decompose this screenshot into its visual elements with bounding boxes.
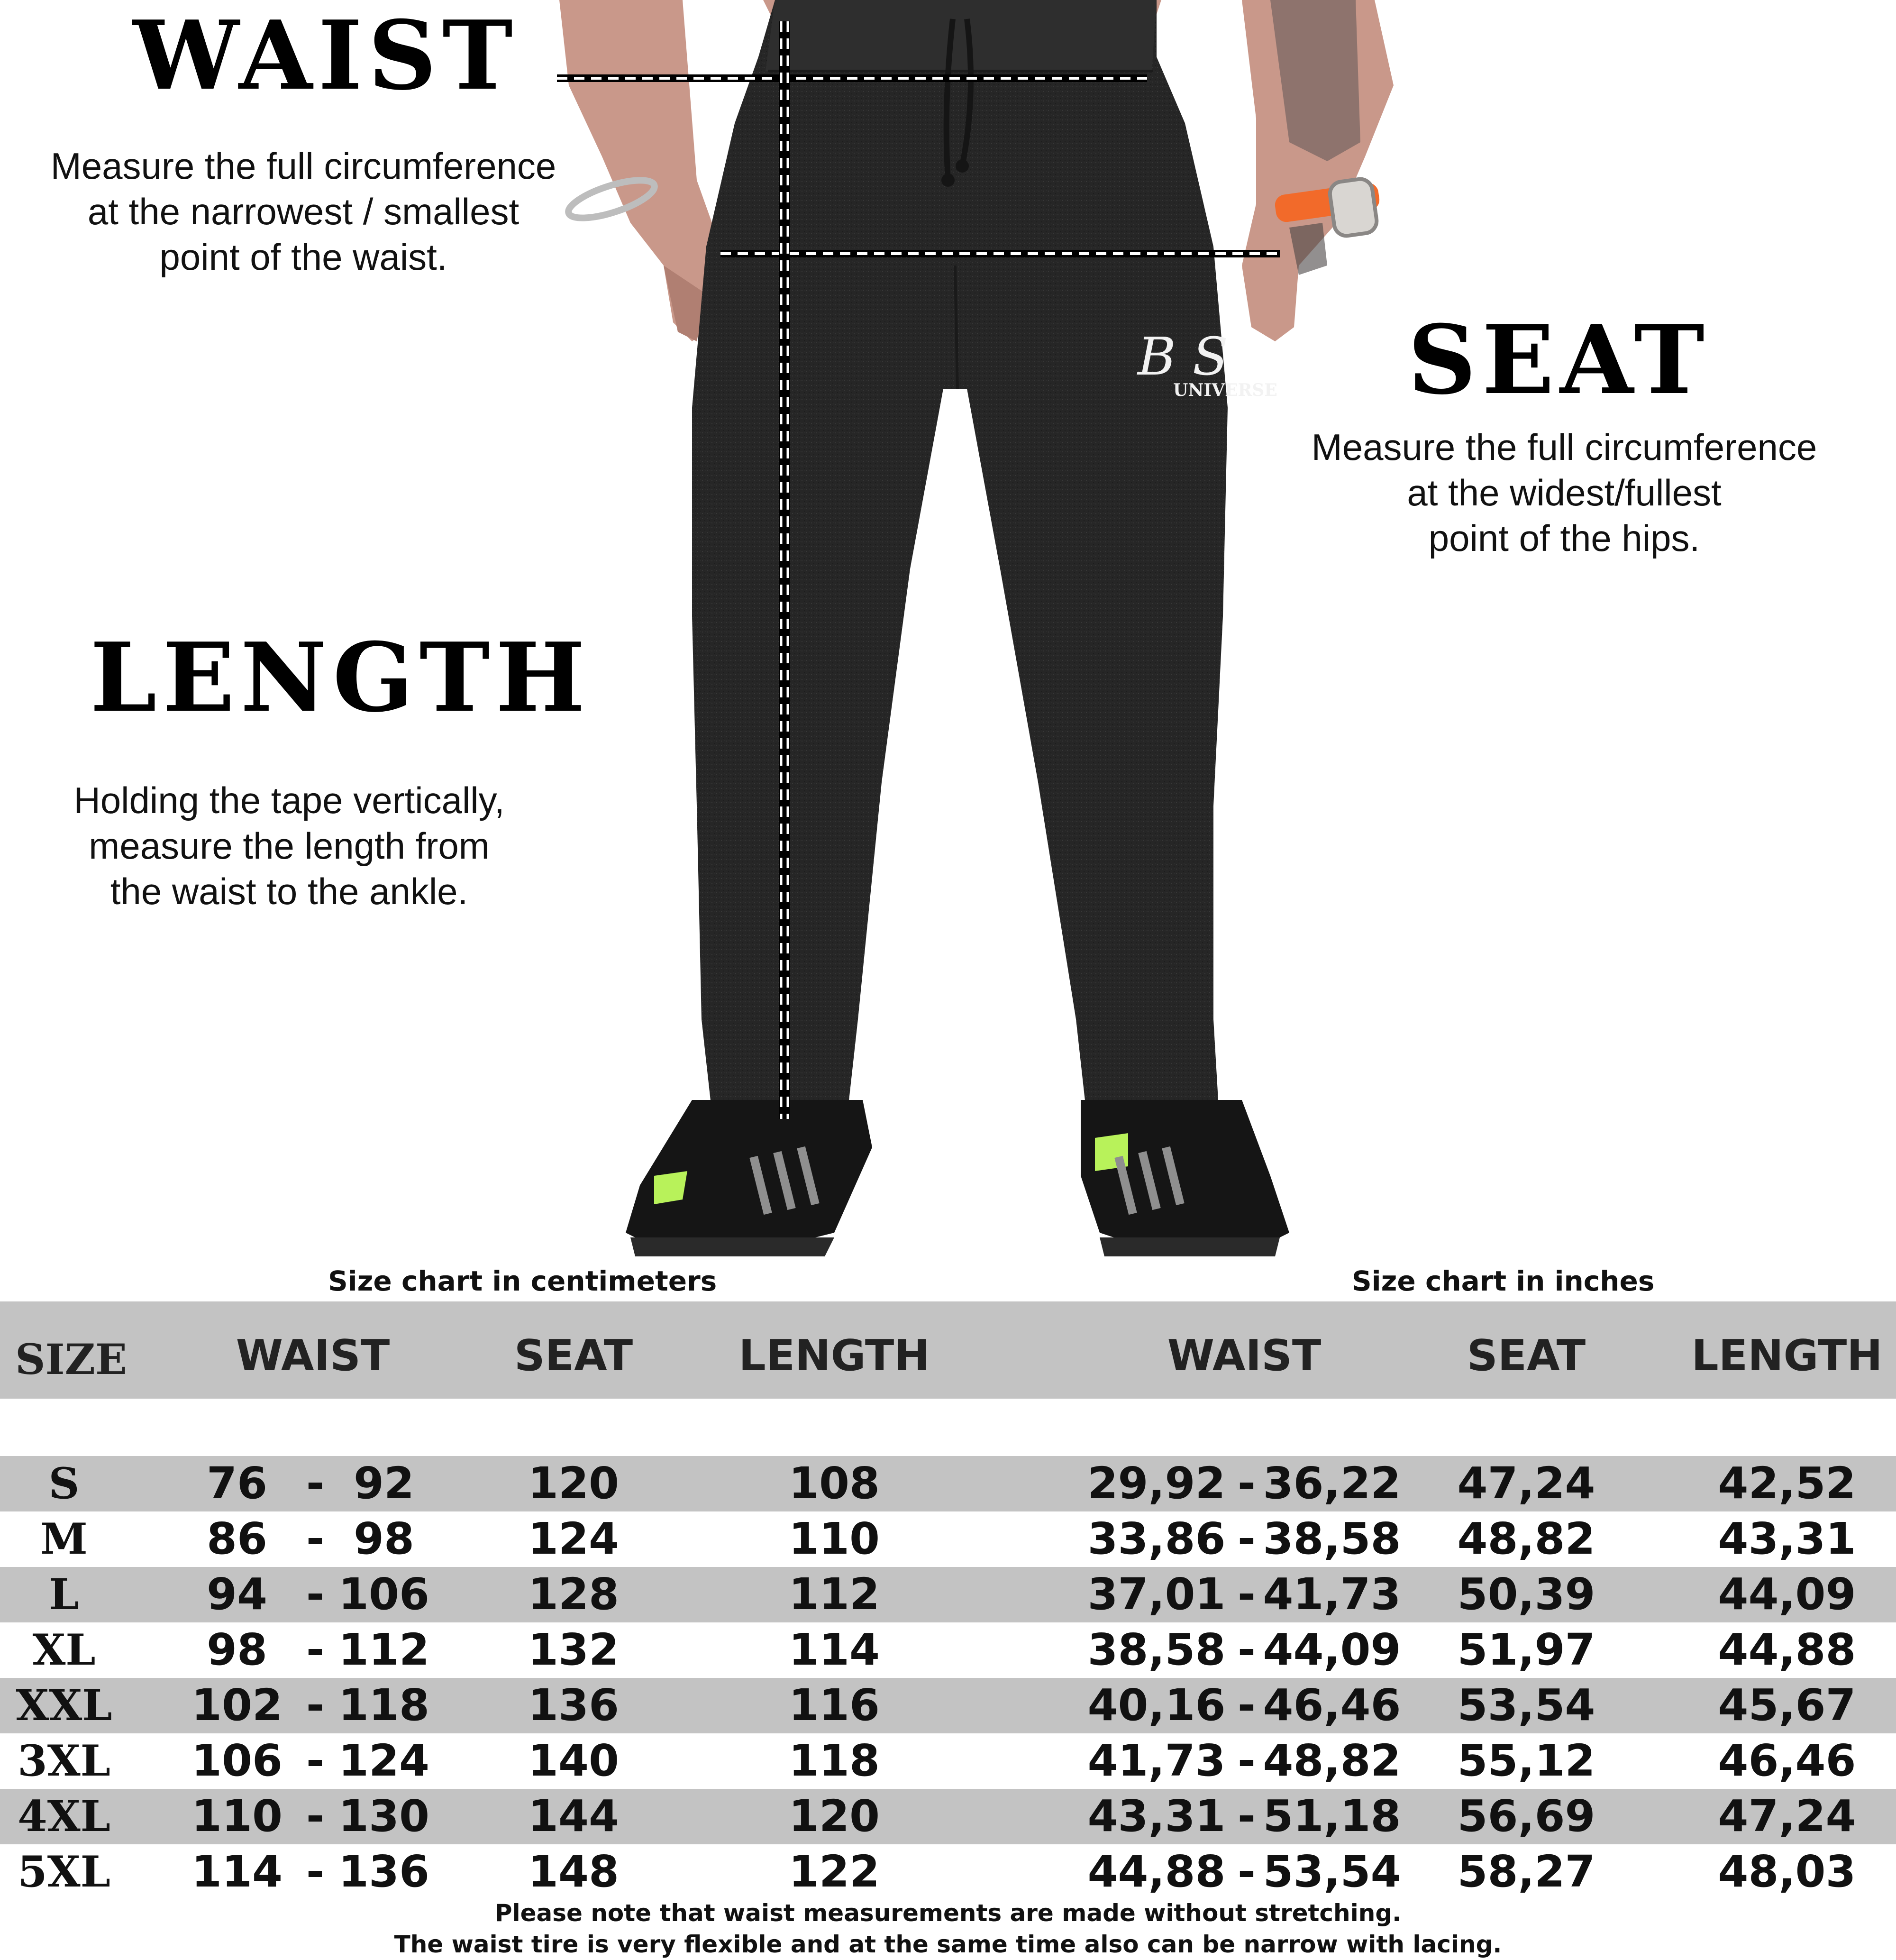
in-length-cell: 42,52 (1718, 1458, 1856, 1509)
header-cm-length: LENGTH (738, 1331, 930, 1381)
cm-length-cell: 122 (788, 1846, 880, 1897)
header-cm-seat: SEAT (514, 1331, 633, 1381)
table-row (0, 1678, 1896, 1733)
cm-waist-max-cell: 124 (338, 1735, 430, 1786)
brand-logo-sub: UNIVERSE (1173, 380, 1277, 400)
cm-length-cell: 114 (788, 1624, 880, 1675)
in-waist-max-cell: 46,46 (1263, 1680, 1401, 1731)
in-seat-cell: 47,24 (1457, 1458, 1595, 1509)
length-heading: LENGTH (90, 622, 591, 733)
left-shoe-accent (654, 1171, 687, 1204)
size-cell: L (49, 1569, 79, 1620)
in-seat-cell: 51,97 (1457, 1624, 1595, 1675)
length-desc-line: Holding the tape vertically, (73, 779, 505, 821)
cm-seat-cell: 140 (528, 1735, 620, 1786)
in-waist-min-cell: 41,73 (1087, 1735, 1226, 1786)
size-cell: S (48, 1458, 80, 1509)
cm-length-cell: 112 (788, 1569, 880, 1620)
cm-length-cell: 118 (788, 1735, 880, 1786)
in-length-cell: 43,31 (1718, 1513, 1856, 1564)
in-range-separator: - (1237, 1846, 1256, 1897)
in-waist-min-cell: 33,86 (1087, 1513, 1226, 1564)
in-seat-cell: 48,82 (1457, 1513, 1595, 1564)
length-desc-line: measure the length from (89, 825, 490, 867)
in-waist-max-cell: 48,82 (1263, 1735, 1401, 1786)
seat-desc-line: at the widest/fullest (1407, 472, 1722, 513)
cm-waist-min-cell: 114 (191, 1846, 283, 1897)
cm-length-cell: 120 (788, 1791, 880, 1841)
caption-centimeters: Size chart in centimeters (328, 1265, 717, 1297)
in-range-separator: - (1237, 1680, 1256, 1731)
waist-desc-line: point of the waist. (159, 236, 447, 278)
cm-seat-cell: 128 (528, 1569, 620, 1620)
in-waist-min-cell: 37,01 (1087, 1569, 1226, 1620)
table-row (0, 1733, 1896, 1789)
in-range-separator: - (1237, 1569, 1256, 1620)
size-cell: M (40, 1514, 88, 1564)
in-length-cell: 46,46 (1718, 1735, 1856, 1786)
table-row (0, 1844, 1896, 1900)
table-header (0, 1301, 1896, 1399)
note-stretching: Please note that waist measurements are made without stretching. (494, 1899, 1402, 1927)
cm-seat-cell: 132 (528, 1624, 620, 1675)
table-row (0, 1456, 1896, 1511)
cm-waist-min-cell: 102 (191, 1680, 283, 1731)
cm-seat-cell: 124 (528, 1513, 620, 1564)
cm-seat-cell: 120 (528, 1458, 620, 1509)
table-row (0, 1622, 1896, 1678)
table-row (0, 1511, 1896, 1567)
size-cell: XL (32, 1625, 96, 1675)
note-lacing: The waist tire is very flexible and at the same time also can be narrow with lacing. (394, 1931, 1502, 1958)
seat-description (1270, 424, 1858, 561)
header-size: SIZE (15, 1335, 128, 1384)
in-range-separator: - (1237, 1735, 1256, 1786)
cm-range-separator: - (306, 1513, 325, 1564)
waistband (766, 0, 1157, 71)
length-desc-line: the waist to the ankle. (110, 870, 468, 912)
in-seat-cell: 58,27 (1457, 1846, 1595, 1897)
in-waist-max-cell: 38,58 (1263, 1513, 1401, 1564)
in-range-separator: - (1237, 1513, 1256, 1564)
cm-waist-min-cell: 86 (206, 1513, 268, 1564)
size-cell: 3XL (18, 1736, 110, 1786)
in-waist-max-cell: 41,73 (1263, 1569, 1401, 1620)
in-waist-min-cell: 40,16 (1087, 1680, 1226, 1731)
cm-range-separator: - (306, 1680, 325, 1731)
table-row (0, 1567, 1896, 1622)
cm-waist-max-cell: 112 (338, 1624, 430, 1675)
in-seat-cell: 55,12 (1457, 1735, 1595, 1786)
in-length-cell: 48,03 (1718, 1846, 1856, 1897)
cm-range-separator: - (306, 1624, 325, 1675)
cm-waist-max-cell: 106 (338, 1569, 430, 1620)
cm-seat-cell: 144 (528, 1791, 620, 1841)
waist-desc-line: at the narrowest / smallest (87, 191, 520, 232)
in-length-cell: 44,88 (1718, 1624, 1856, 1675)
in-range-separator: - (1237, 1791, 1256, 1841)
cm-range-separator: - (306, 1458, 325, 1509)
header-in-waist: WAIST (1167, 1331, 1322, 1381)
header-cm-waist: WAIST (236, 1331, 390, 1381)
in-waist-min-cell: 29,92 (1087, 1458, 1226, 1509)
header-in-length: LENGTH (1691, 1331, 1883, 1381)
waist-desc-line: Measure the full circumference (50, 145, 556, 187)
brand-logo: B S (1138, 326, 1229, 387)
in-range-separator: - (1237, 1458, 1256, 1509)
in-seat-cell: 56,69 (1457, 1791, 1595, 1841)
in-waist-min-cell: 44,88 (1087, 1846, 1226, 1897)
seat-desc-line: point of the hips. (1428, 517, 1700, 559)
cm-waist-min-cell: 110 (191, 1791, 283, 1841)
in-waist-max-cell: 44,09 (1263, 1624, 1401, 1675)
cm-length-cell: 108 (788, 1458, 880, 1509)
in-seat-cell: 53,54 (1457, 1680, 1595, 1731)
in-waist-min-cell: 38,58 (1087, 1624, 1226, 1675)
cm-waist-max-cell: 118 (338, 1680, 430, 1731)
cm-seat-cell: 148 (528, 1846, 620, 1897)
in-range-separator: - (1237, 1624, 1256, 1675)
cm-waist-max-cell: 130 (338, 1791, 430, 1841)
in-waist-min-cell: 43,31 (1087, 1791, 1226, 1841)
table-row (0, 1789, 1896, 1844)
cm-length-cell: 110 (788, 1513, 880, 1564)
cm-waist-max-cell: 136 (338, 1846, 430, 1897)
cm-waist-max-cell: 92 (353, 1458, 415, 1509)
size-cell: 4XL (18, 1791, 110, 1841)
in-waist-max-cell: 36,22 (1263, 1458, 1401, 1509)
cm-waist-min-cell: 98 (206, 1624, 268, 1675)
cm-waist-min-cell: 94 (206, 1569, 268, 1620)
length-description (19, 778, 559, 914)
size-cell: XXL (16, 1680, 112, 1731)
caption-inches: Size chart in inches (1352, 1265, 1655, 1297)
cm-length-cell: 116 (788, 1680, 880, 1731)
right-shoe (1081, 1100, 1289, 1252)
in-length-cell: 47,24 (1718, 1791, 1856, 1841)
in-waist-max-cell: 53,54 (1263, 1846, 1401, 1897)
in-seat-cell: 50,39 (1457, 1569, 1595, 1620)
cm-seat-cell: 136 (528, 1680, 620, 1731)
cm-waist-min-cell: 106 (191, 1735, 283, 1786)
header-in-seat: SEAT (1467, 1331, 1586, 1381)
waist-heading: WAIST (133, 0, 519, 111)
cm-range-separator: - (306, 1846, 325, 1897)
cm-range-separator: - (306, 1791, 325, 1841)
cm-range-separator: - (306, 1569, 325, 1620)
seat-desc-line: Measure the full circumference (1311, 426, 1817, 468)
waist-description (9, 143, 597, 280)
length-measure-line (781, 21, 788, 1119)
in-length-cell: 44,09 (1718, 1569, 1856, 1620)
in-waist-max-cell: 51,18 (1263, 1791, 1401, 1841)
size-cell: 5XL (18, 1847, 110, 1897)
watch-face (1329, 177, 1378, 237)
cm-waist-max-cell: 98 (353, 1513, 415, 1564)
seat-heading: SEAT (1408, 304, 1710, 416)
cm-waist-min-cell: 76 (206, 1458, 268, 1509)
cm-range-separator: - (306, 1735, 325, 1786)
in-length-cell: 45,67 (1718, 1680, 1856, 1731)
